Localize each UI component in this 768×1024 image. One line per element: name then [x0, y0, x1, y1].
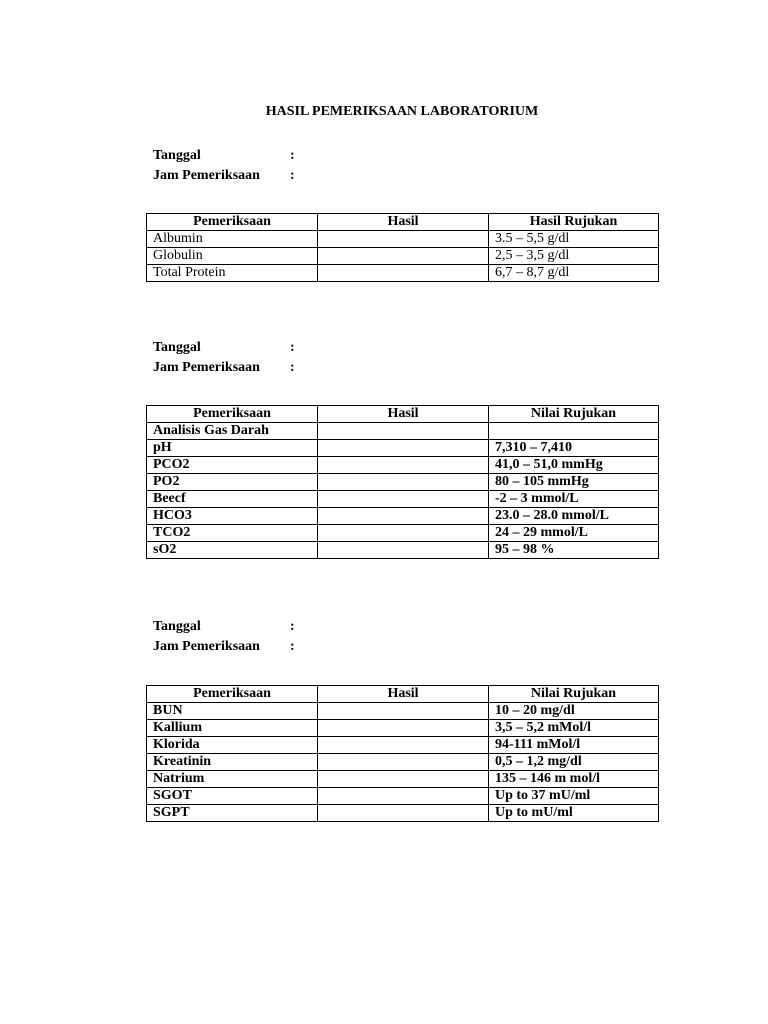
exam-name-cell: BUN — [147, 703, 318, 720]
result-cell[interactable] — [318, 771, 489, 788]
table-row — [147, 754, 659, 771]
exam-name-cell: TCO2 — [147, 525, 318, 542]
reference-range-cell: 135 – 146 m mol/l — [489, 771, 659, 788]
table-row — [147, 737, 659, 754]
exam-name-cell: Klorida — [147, 737, 318, 754]
exam-time-label: Jam Pemeriksaan — [153, 168, 260, 183]
table-row — [147, 805, 659, 822]
exam-name-cell: Kallium — [147, 720, 318, 737]
result-cell[interactable] — [318, 491, 489, 508]
reference-range-cell: 10 – 20 mg/dl — [489, 703, 659, 720]
chemistry-results-table — [146, 685, 659, 822]
reference-range-cell: 2,5 – 3,5 g/dl — [489, 248, 659, 265]
exam-name-cell: Kreatinin — [147, 754, 318, 771]
exam-name-cell: SGPT — [147, 805, 318, 822]
result-cell[interactable] — [318, 542, 489, 559]
reference-range-cell: Up to mU/ml — [489, 805, 659, 822]
reference-range-cell: -2 – 3 mmol/L — [489, 491, 659, 508]
reference-range-cell: 24 – 29 mmol/L — [489, 525, 659, 542]
table-row — [147, 788, 659, 805]
column-header-reference-range: Nilai Rujukan — [489, 686, 659, 703]
table-row — [147, 703, 659, 720]
table-row — [147, 771, 659, 788]
result-cell[interactable] — [318, 754, 489, 771]
table-row — [147, 423, 659, 440]
reference-range-cell: 6,7 – 8,7 g/dl — [489, 265, 659, 282]
reference-range-cell: 3.5 – 5,5 g/dl — [489, 231, 659, 248]
exam-name-cell: Analisis Gas Darah — [147, 423, 318, 440]
table-header-row — [147, 214, 659, 231]
reference-range-cell — [489, 423, 659, 440]
date-label: Tanggal — [153, 340, 201, 355]
result-cell[interactable] — [318, 440, 489, 457]
result-cell[interactable] — [318, 248, 489, 265]
table-row — [147, 491, 659, 508]
reference-range-cell: Up to 37 mU/ml — [489, 788, 659, 805]
exam-name-cell: HCO3 — [147, 508, 318, 525]
result-cell[interactable] — [318, 703, 489, 720]
table-row — [147, 248, 659, 265]
column-header-result: Hasil — [318, 214, 489, 231]
table-row — [147, 231, 659, 248]
column-header-exam-name: Pemeriksaan — [147, 686, 318, 703]
reference-range-cell: 7,310 – 7,410 — [489, 440, 659, 457]
date-colon: : — [290, 619, 295, 634]
table-row — [147, 720, 659, 737]
exam-name-cell: sO2 — [147, 542, 318, 559]
exam-time-colon: : — [290, 639, 295, 654]
exam-time-label: Jam Pemeriksaan — [153, 360, 260, 375]
column-header-result: Hasil — [318, 406, 489, 423]
blood-gas-results-table — [146, 405, 659, 559]
table-row — [147, 542, 659, 559]
exam-name-cell: PO2 — [147, 474, 318, 491]
date-label: Tanggal — [153, 148, 201, 163]
result-cell[interactable] — [318, 525, 489, 542]
column-header-result: Hasil — [318, 686, 489, 703]
exam-time-colon: : — [290, 360, 295, 375]
exam-name-cell: pH — [147, 440, 318, 457]
result-cell[interactable] — [318, 457, 489, 474]
exam-name-cell: Natrium — [147, 771, 318, 788]
table-row — [147, 440, 659, 457]
result-cell[interactable] — [318, 737, 489, 754]
table-header-row — [147, 686, 659, 703]
column-header-exam-name: Pemeriksaan — [147, 214, 318, 231]
exam-name-cell: Globulin — [147, 248, 318, 265]
table-row — [147, 265, 659, 282]
exam-time-label: Jam Pemeriksaan — [153, 639, 260, 654]
date-label: Tanggal — [153, 619, 201, 634]
date-colon: : — [290, 148, 295, 163]
exam-name-cell: Albumin — [147, 231, 318, 248]
result-cell[interactable] — [318, 423, 489, 440]
table-row — [147, 508, 659, 525]
exam-name-cell: Beecf — [147, 491, 318, 508]
column-header-reference-range: Hasil Rujukan — [489, 214, 659, 231]
result-cell[interactable] — [318, 231, 489, 248]
reference-range-cell: 0,5 – 1,2 mg/dl — [489, 754, 659, 771]
column-header-exam-name: Pemeriksaan — [147, 406, 318, 423]
table-row — [147, 525, 659, 542]
table-row — [147, 474, 659, 491]
reference-range-cell: 3,5 – 5,2 mMol/l — [489, 720, 659, 737]
result-cell[interactable] — [318, 508, 489, 525]
column-header-reference-range: Nilai Rujukan — [489, 406, 659, 423]
table-header-row — [147, 406, 659, 423]
exam-name-cell: PCO2 — [147, 457, 318, 474]
table-row — [147, 457, 659, 474]
date-colon: : — [290, 340, 295, 355]
exam-time-colon: : — [290, 168, 295, 183]
reference-range-cell: 23.0 – 28.0 mmol/L — [489, 508, 659, 525]
reference-range-cell: 41,0 – 51,0 mmHg — [489, 457, 659, 474]
protein-results-table — [146, 213, 659, 282]
result-cell[interactable] — [318, 265, 489, 282]
document-title: HASIL PEMERIKSAAN LABORATORIUM — [265, 104, 539, 119]
reference-range-cell: 80 – 105 mmHg — [489, 474, 659, 491]
result-cell[interactable] — [318, 720, 489, 737]
reference-range-cell: 95 – 98 % — [489, 542, 659, 559]
exam-name-cell: Total Protein — [147, 265, 318, 282]
result-cell[interactable] — [318, 474, 489, 491]
result-cell[interactable] — [318, 805, 489, 822]
exam-name-cell: SGOT — [147, 788, 318, 805]
reference-range-cell: 94-111 mMol/l — [489, 737, 659, 754]
result-cell[interactable] — [318, 788, 489, 805]
